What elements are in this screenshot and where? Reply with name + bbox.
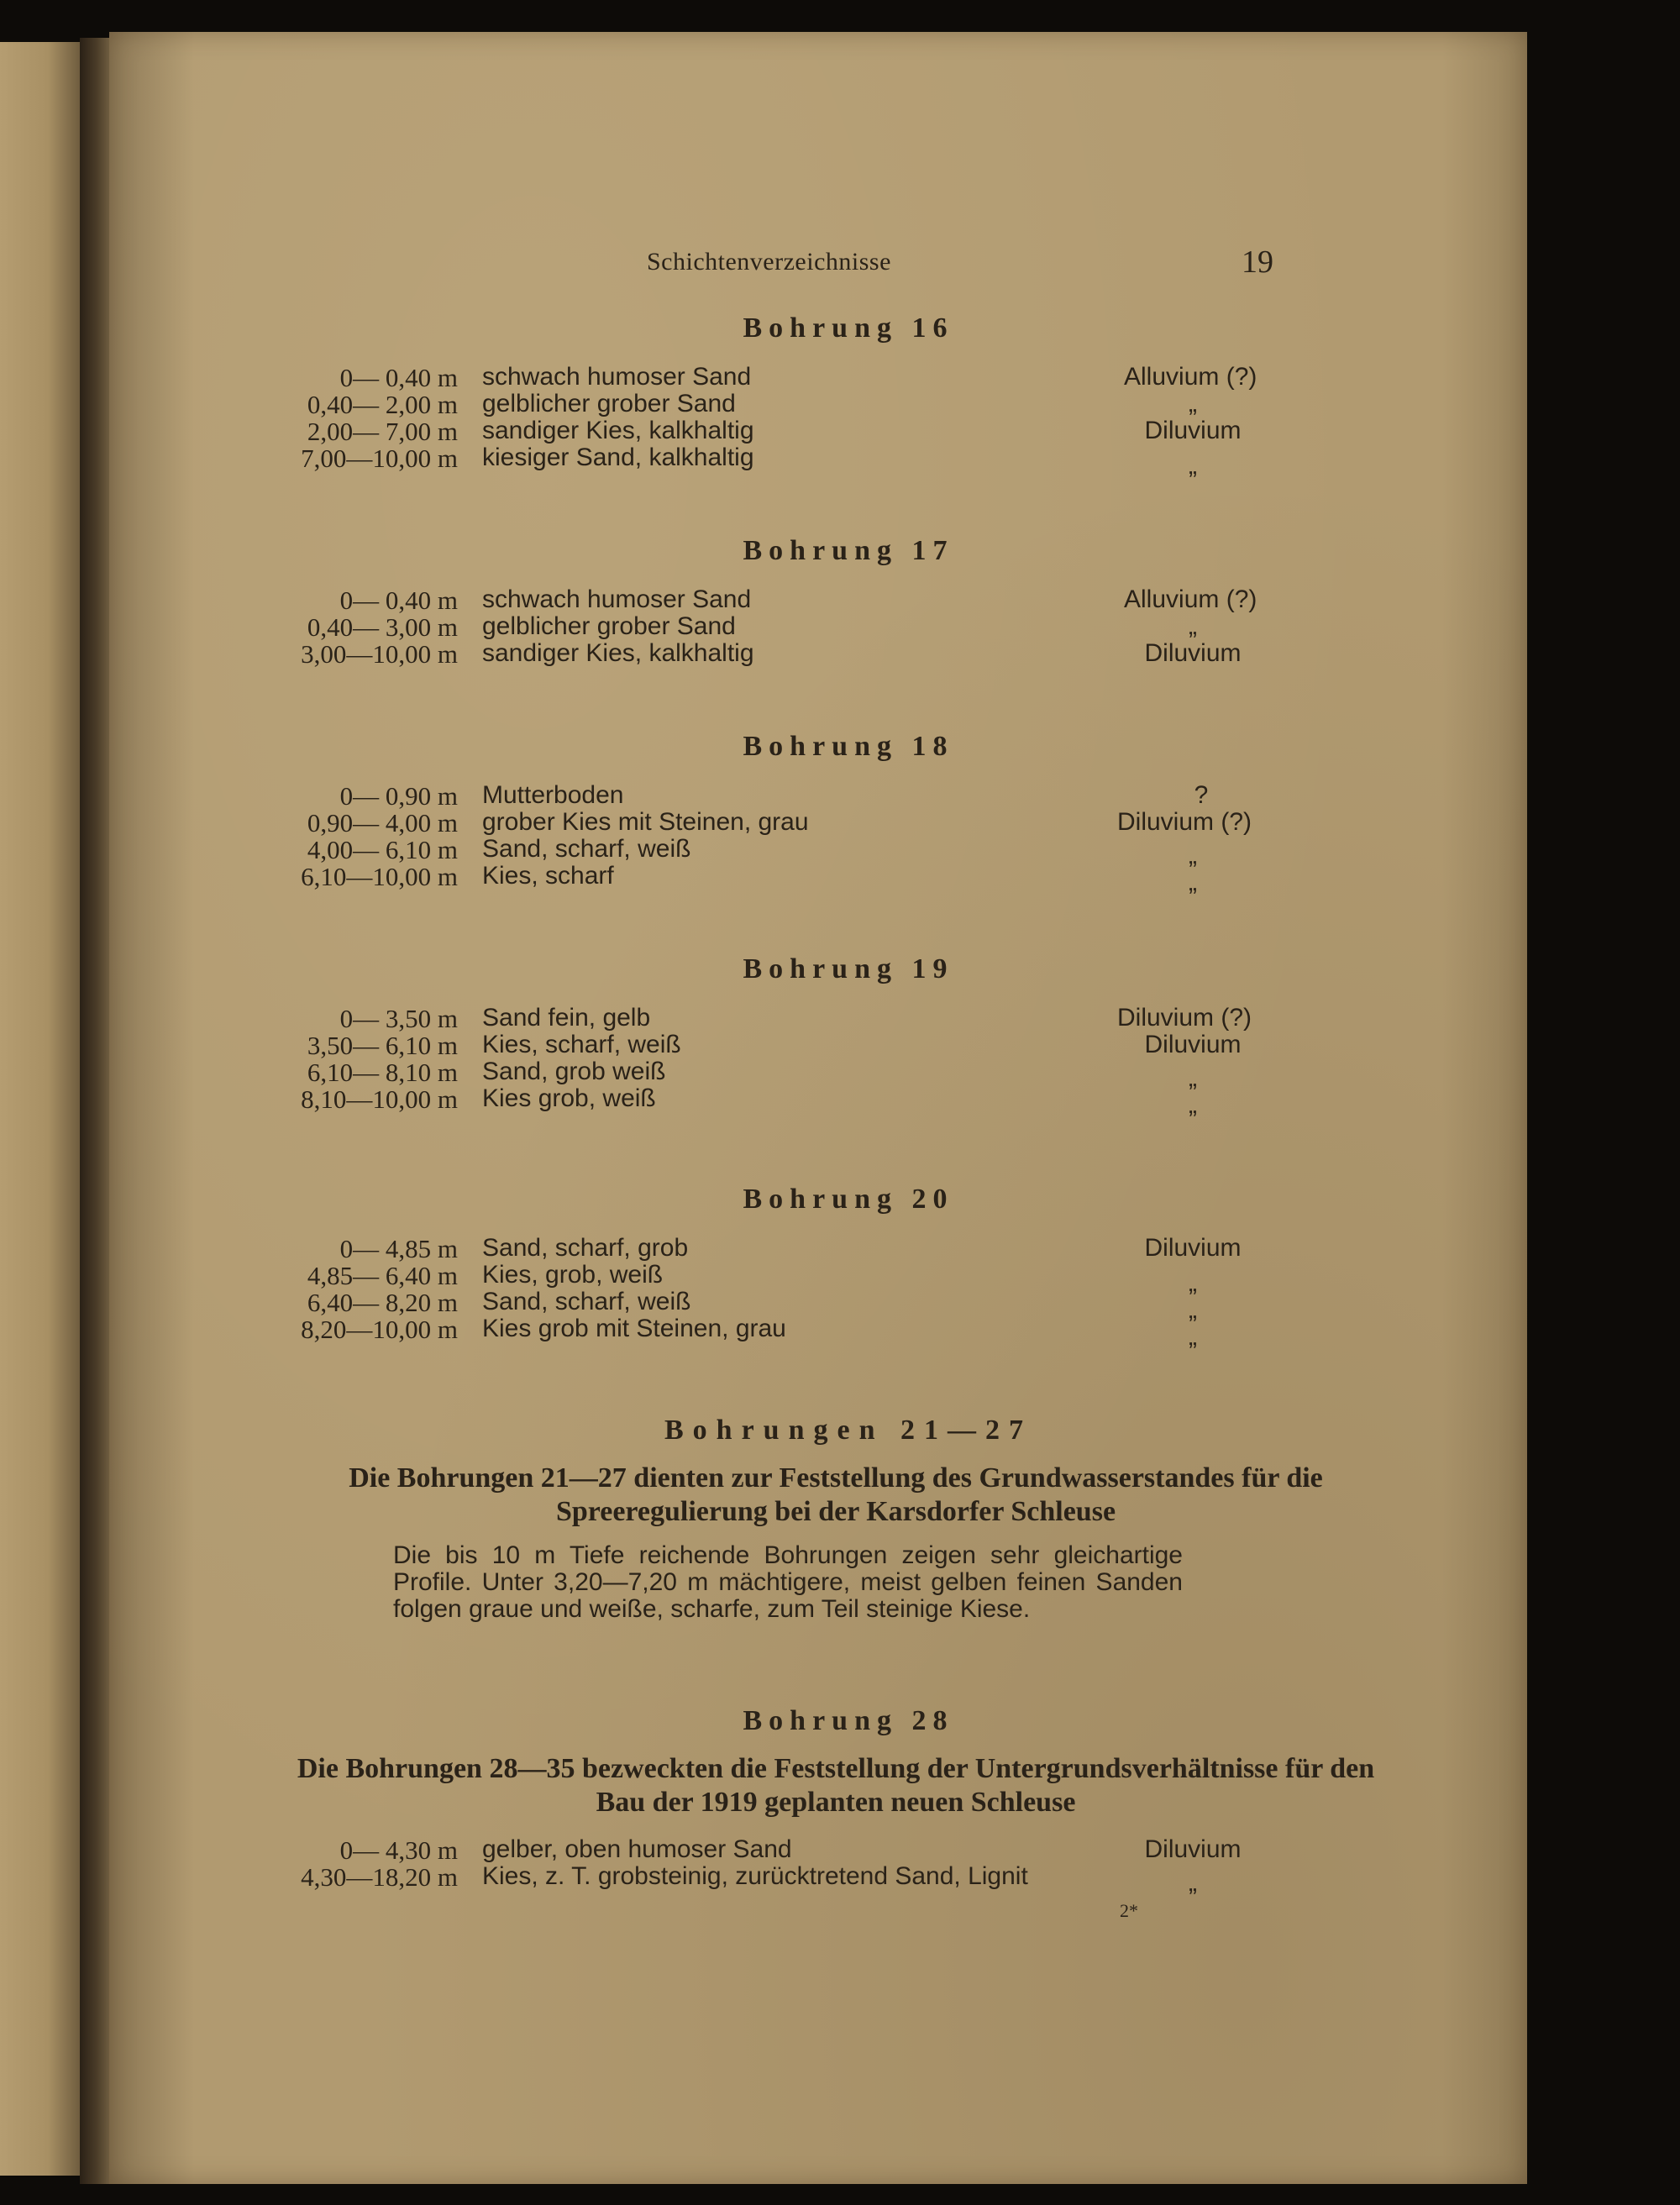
geologic-age: „ [1189, 452, 1197, 480]
depth-range: 4,85— 6,40 m [307, 1261, 458, 1290]
borehole-title: Bohrung 19 [743, 953, 954, 984]
depth-range: 6,10—10,00 m [301, 862, 458, 891]
layer-description: Sand, scharf, grob [482, 1234, 689, 1262]
table-row [0, 390, 1680, 417]
depth-range: 7,00—10,00 m [301, 444, 458, 473]
geologic-age: „ [1189, 1091, 1197, 1119]
layer-description: Kies, scharf, weiß [482, 1031, 681, 1058]
geologic-age: „ [1189, 1269, 1197, 1297]
layer-description: Kies, z. T. grobsteinig, zurücktretend Sand, Lignit [482, 1862, 1028, 1890]
section-intro: Die Bohrungen 28—35 bezweckten die Feststellung der Untergrundsverhältnisse für den Bau der 1919 geplanten neuen Schleuse [297, 1753, 1375, 1818]
section-intro: Die Bohrungen 21—27 dienten zur Feststellung des Grundwasserstandes für die Spreeregulierung bei der Karsdorfer Schleuse [349, 1462, 1323, 1527]
depth-range: 4,30—18,20 m [301, 1862, 458, 1892]
layer-description: Kies, grob, weiß [482, 1261, 664, 1289]
geologic-age: „ [1189, 612, 1197, 640]
depth-range: 8,10—10,00 m [301, 1084, 458, 1114]
layer-description: sandiger Kies, kalkhaltig [482, 639, 754, 667]
layer-description: sandiger Kies, kalkhaltig [482, 417, 754, 444]
depth-range: 4,00— 6,10 m [307, 835, 458, 864]
table-row [0, 444, 1680, 480]
depth-range: 0— 4,30 m [339, 1835, 458, 1865]
table-row [0, 1058, 1680, 1092]
table-row [0, 1315, 1680, 1351]
layer-description: gelblicher grober Sand [482, 390, 736, 417]
table-row [0, 1031, 1680, 1058]
depth-range: 0,40— 3,00 m [307, 612, 458, 642]
table-row [0, 1288, 1680, 1324]
geologic-age: „ [1189, 842, 1197, 869]
table-row [0, 417, 1680, 444]
depth-range: 0— 3,50 m [339, 1004, 458, 1033]
layer-description: Kies grob, weiß [482, 1084, 656, 1112]
depth-range: 0— 0,40 m [339, 363, 458, 392]
layer-description: Kies grob mit Steinen, grau [482, 1315, 786, 1342]
geologic-age: Alluvium (?) [1124, 363, 1257, 391]
depth-range: 0— 0,90 m [339, 781, 458, 811]
depth-range: 0,90— 4,00 m [307, 808, 458, 837]
geologic-age: Diluvium [1144, 1031, 1242, 1058]
geologic-age: „ [1189, 1323, 1197, 1351]
layer-description: gelber, oben humoser Sand [482, 1835, 792, 1863]
depth-range: 0,40— 2,00 m [307, 390, 458, 419]
geologic-age: ? [1194, 781, 1209, 809]
table-row [0, 363, 1680, 390]
geologic-age: „ [1189, 1296, 1197, 1324]
page-number: 19 [1242, 244, 1273, 280]
table-row [0, 862, 1680, 896]
table-row [0, 808, 1680, 835]
table-row [0, 1004, 1680, 1031]
table-row [0, 1084, 1680, 1119]
geologic-age: „ [1189, 390, 1197, 417]
geologic-age: Diluvium [1144, 1835, 1242, 1863]
depth-range: 6,10— 8,10 m [307, 1058, 458, 1087]
borehole-title: Bohrung 18 [743, 731, 954, 762]
geologic-age: „ [1189, 1869, 1197, 1897]
layer-description: kiesiger Sand, kalkhaltig [482, 444, 754, 471]
depth-range: 0— 0,40 m [339, 585, 458, 615]
depth-range: 3,50— 6,10 m [307, 1031, 458, 1060]
borehole-title: Bohrung 28 [743, 1705, 954, 1736]
layer-description: gelblicher grober Sand [482, 612, 736, 640]
table-row [0, 1862, 1680, 1897]
layer-description: Sand fein, gelb [482, 1004, 651, 1032]
geologic-age: Diluvium [1144, 639, 1242, 667]
borehole-title: Bohrung 20 [743, 1184, 954, 1215]
geologic-age: Diluvium [1144, 1234, 1242, 1262]
table-row [0, 639, 1680, 669]
layer-description: Mutterboden [482, 781, 624, 809]
borehole-group-title: Bohrungen 21—27 [664, 1415, 1032, 1446]
depth-range: 3,00—10,00 m [301, 639, 458, 669]
layer-description: Sand, grob weiß [482, 1058, 666, 1085]
table-row [0, 585, 1680, 615]
depth-range: 8,20—10,00 m [301, 1315, 458, 1344]
geologic-age: „ [1189, 869, 1197, 896]
layer-description: schwach humoser Sand [482, 363, 752, 391]
layer-description: Kies, scharf [482, 862, 614, 890]
geologic-age: Diluvium (?) [1117, 808, 1252, 836]
depth-range: 0— 4,85 m [339, 1234, 458, 1263]
borehole-title: Bohrung 16 [743, 312, 954, 344]
section-note: Die bis 10 m Tiefe reichende Bohrungen zeigen sehr gleichartige Profile. Unter 3,20—7,20 m mächtigere, meist gelben feinen Sanden folgen graue und weiße, scharfe, zum Teil steinige Kiese. [393, 1541, 1183, 1623]
table-row [0, 1261, 1680, 1297]
geologic-age: Diluvium [1144, 417, 1242, 444]
layer-description: grober Kies mit Steinen, grau [482, 808, 809, 836]
geologic-age: „ [1189, 1064, 1197, 1092]
layer-description: schwach humoser Sand [482, 585, 752, 613]
layer-description: Sand, scharf, weiß [482, 835, 691, 863]
geologic-age: Diluvium (?) [1117, 1004, 1252, 1032]
table-row [0, 1835, 1680, 1865]
borehole-title: Bohrung 17 [743, 535, 954, 566]
layer-description: Sand, scharf, weiß [482, 1288, 691, 1315]
signature-mark: 2* [1120, 1900, 1138, 1921]
depth-range: 6,40— 8,20 m [307, 1288, 458, 1317]
table-row [0, 612, 1680, 642]
table-row [0, 781, 1680, 811]
geologic-age: Alluvium (?) [1124, 585, 1257, 613]
depth-range: 2,00— 7,00 m [307, 417, 458, 446]
running-head: Schichtenverzeichnisse [647, 248, 891, 276]
table-row [0, 1234, 1680, 1261]
table-row [0, 835, 1680, 869]
